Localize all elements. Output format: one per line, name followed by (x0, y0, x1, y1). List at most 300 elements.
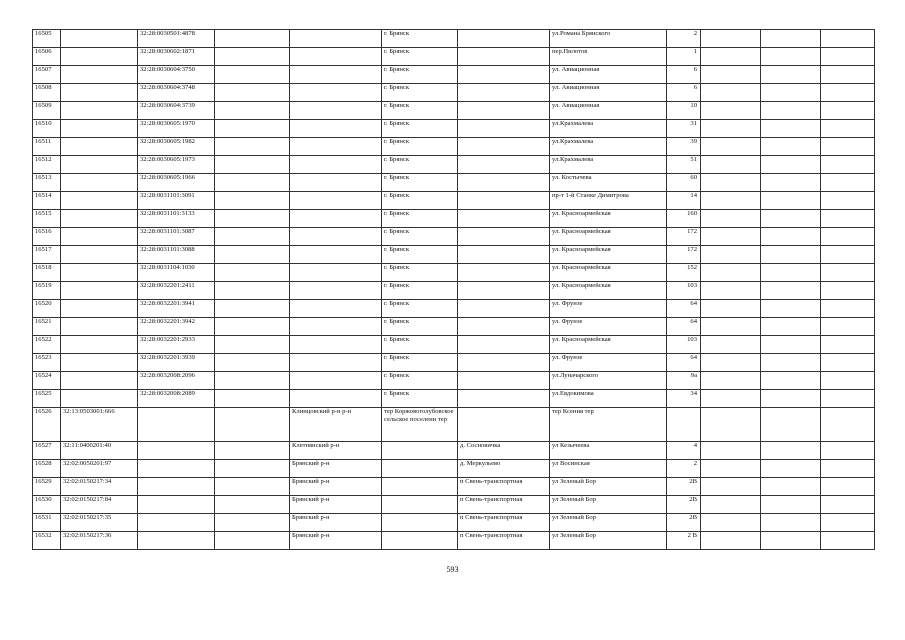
district-cell (290, 120, 382, 138)
house-number-cell: 2В (667, 496, 701, 514)
empty-cell (761, 30, 821, 48)
locality-cell (458, 138, 550, 156)
empty-cell (821, 496, 875, 514)
district-cell (290, 246, 382, 264)
district-cell (290, 102, 382, 120)
blank-cell (215, 318, 290, 336)
empty-cell (761, 228, 821, 246)
cadastral-number-a-cell (61, 120, 138, 138)
blank-cell (215, 120, 290, 138)
empty-cell (701, 496, 761, 514)
cadastral-number-a-cell (61, 30, 138, 48)
empty-cell (761, 282, 821, 300)
empty-cell (761, 354, 821, 372)
settlement-area-cell: г. Брянск (382, 30, 458, 48)
row-id-cell: 16509 (33, 102, 61, 120)
street-cell: ул. Красноармейская (550, 246, 667, 264)
locality-cell (458, 120, 550, 138)
district-cell (290, 354, 382, 372)
street-cell: ул. Фрунзе (550, 300, 667, 318)
locality-cell (458, 282, 550, 300)
house-number-cell: 6 (667, 66, 701, 84)
empty-cell (821, 354, 875, 372)
cadastral-number-a-cell (61, 102, 138, 120)
settlement-area-cell: г. Брянск (382, 210, 458, 228)
row-id-cell: 16508 (33, 84, 61, 102)
street-cell: ул Зеленый Бор (550, 514, 667, 532)
house-number-cell: 64 (667, 354, 701, 372)
district-cell (290, 372, 382, 390)
house-number-cell: 64 (667, 300, 701, 318)
street-cell: ул.Луначарского (550, 372, 667, 390)
registry-sheet (32, 29, 874, 550)
cadastral-number-a-cell: 32:02:0050201:97 (61, 460, 138, 478)
blank-cell (215, 390, 290, 408)
empty-cell (821, 210, 875, 228)
locality-cell (458, 156, 550, 174)
table-row (33, 460, 875, 478)
cadastral-number-b-cell: 32:28:0031101:3088 (138, 246, 215, 264)
cadastral-number-b-cell: 32:28:0030605:1970 (138, 120, 215, 138)
empty-cell (761, 390, 821, 408)
cadastral-number-a-cell (61, 66, 138, 84)
cadastral-number-b-cell: 32:28:0031101:3087 (138, 228, 215, 246)
settlement-area-cell: г. Брянск (382, 48, 458, 66)
cadastral-number-a-cell: 32:02:0150217:35 (61, 514, 138, 532)
blank-cell (215, 192, 290, 210)
empty-cell (761, 174, 821, 192)
empty-cell (761, 408, 821, 442)
street-cell: ул.Евдокимова (550, 390, 667, 408)
cadastral-number-a-cell (61, 192, 138, 210)
empty-cell (761, 246, 821, 264)
settlement-area-cell (382, 496, 458, 514)
house-number-cell: 6 (667, 84, 701, 102)
district-cell (290, 48, 382, 66)
house-number-cell: 64 (667, 318, 701, 336)
empty-cell (701, 264, 761, 282)
cadastral-number-b-cell: 32:28:0032201:3939 (138, 354, 215, 372)
settlement-area-cell: г. Брянск (382, 174, 458, 192)
empty-cell (821, 138, 875, 156)
street-cell: ул Кезычеева (550, 442, 667, 460)
cadastral-number-a-cell (61, 354, 138, 372)
table-row (33, 138, 875, 156)
settlement-area-cell: г. Брянск (382, 300, 458, 318)
settlement-area-cell (382, 478, 458, 496)
house-number-cell: 2 В (667, 532, 701, 550)
locality-cell (458, 408, 550, 442)
blank-cell (215, 408, 290, 442)
empty-cell (701, 102, 761, 120)
table-row (33, 408, 875, 442)
empty-cell (761, 120, 821, 138)
street-cell: ул Восинская (550, 460, 667, 478)
empty-cell (821, 318, 875, 336)
empty-cell (701, 390, 761, 408)
settlement-area-cell (382, 460, 458, 478)
empty-cell (821, 300, 875, 318)
row-id-cell: 16505 (33, 30, 61, 48)
empty-cell (821, 192, 875, 210)
locality-cell (458, 264, 550, 282)
empty-cell (761, 264, 821, 282)
district-cell (290, 300, 382, 318)
settlement-area-cell: г. Брянск (382, 354, 458, 372)
empty-cell (701, 246, 761, 264)
table-row (33, 174, 875, 192)
blank-cell (215, 30, 290, 48)
district-cell: Брянский р-н (290, 514, 382, 532)
empty-cell (701, 282, 761, 300)
table-row (33, 300, 875, 318)
table-row (33, 478, 875, 496)
empty-cell (701, 192, 761, 210)
locality-cell (458, 30, 550, 48)
cadastral-number-b-cell: 32:28:0032008:2089 (138, 390, 215, 408)
cadastral-number-b-cell: 32:28:0032201:2411 (138, 282, 215, 300)
street-cell: ул. Красноармейская (550, 228, 667, 246)
district-cell: Клетнянский р-н (290, 442, 382, 460)
district-cell (290, 264, 382, 282)
house-number-cell: 60 (667, 174, 701, 192)
street-cell: ул. Авиационная (550, 66, 667, 84)
blank-cell (215, 102, 290, 120)
table-row (33, 390, 875, 408)
cadastral-number-b-cell: 32:28:0031104:1030 (138, 264, 215, 282)
locality-cell (458, 318, 550, 336)
row-id-cell: 16511 (33, 138, 61, 156)
settlement-area-cell: г. Брянск (382, 138, 458, 156)
street-cell: ул. Фрунзе (550, 318, 667, 336)
locality-cell: п Свень-транспортная (458, 496, 550, 514)
locality-cell: п Свень-транспортная (458, 514, 550, 532)
empty-cell (701, 300, 761, 318)
empty-cell (821, 120, 875, 138)
empty-cell (821, 514, 875, 532)
empty-cell (821, 408, 875, 442)
empty-cell (761, 460, 821, 478)
empty-cell (701, 84, 761, 102)
house-number-cell: 103 (667, 282, 701, 300)
row-id-cell: 16522 (33, 336, 61, 354)
district-cell (290, 282, 382, 300)
street-cell: ул.Крахмалева (550, 120, 667, 138)
locality-cell (458, 66, 550, 84)
table-row (33, 102, 875, 120)
table-row (33, 336, 875, 354)
cadastral-number-b-cell: 32:28:0030605:1973 (138, 156, 215, 174)
cadastral-number-a-cell: 32:02:0150217:84 (61, 496, 138, 514)
district-cell: Брянский р-н (290, 532, 382, 550)
street-cell: ул. Фрунзе (550, 354, 667, 372)
cadastral-number-a-cell (61, 138, 138, 156)
row-id-cell: 16507 (33, 66, 61, 84)
empty-cell (701, 120, 761, 138)
blank-cell (215, 66, 290, 84)
empty-cell (701, 210, 761, 228)
cadastral-number-a-cell: 32:13:0503001:666 (61, 408, 138, 442)
table-row (33, 30, 875, 48)
street-cell: пр-т 1-й Станке Димитрова (550, 192, 667, 210)
cadastral-number-a-cell (61, 318, 138, 336)
cadastral-number-a-cell (61, 300, 138, 318)
house-number-cell: 160 (667, 210, 701, 228)
cadastral-number-b-cell (138, 408, 215, 442)
house-number-cell: 31 (667, 120, 701, 138)
district-cell (290, 138, 382, 156)
district-cell (290, 210, 382, 228)
blank-cell (215, 514, 290, 532)
row-id-cell: 16531 (33, 514, 61, 532)
blank-cell (215, 300, 290, 318)
locality-cell (458, 192, 550, 210)
empty-cell (761, 532, 821, 550)
empty-cell (701, 156, 761, 174)
settlement-area-cell: г. Брянск (382, 390, 458, 408)
table-row (33, 192, 875, 210)
house-number-cell: 34 (667, 390, 701, 408)
settlement-area-cell: г. Брянск (382, 372, 458, 390)
street-cell: ул.Крахмалева (550, 156, 667, 174)
empty-cell (761, 496, 821, 514)
row-id-cell: 16518 (33, 264, 61, 282)
house-number-cell: 51 (667, 156, 701, 174)
settlement-area-cell: г. Брянск (382, 336, 458, 354)
row-id-cell: 16510 (33, 120, 61, 138)
empty-cell (821, 478, 875, 496)
house-number-cell: 2В (667, 478, 701, 496)
settlement-area-cell: г. Брянск (382, 120, 458, 138)
house-number-cell: 1 (667, 48, 701, 66)
empty-cell (761, 372, 821, 390)
table-row (33, 84, 875, 102)
empty-cell (761, 318, 821, 336)
cadastral-number-b-cell: 32:28:0032008:2096 (138, 372, 215, 390)
registry-table (32, 29, 875, 550)
street-cell: ул. Красноармейская (550, 282, 667, 300)
district-cell: Клинцовский р-н р-н (290, 408, 382, 442)
empty-cell (701, 514, 761, 532)
cadastral-number-a-cell (61, 264, 138, 282)
cadastral-number-b-cell: 32:28:0031101:3133 (138, 210, 215, 228)
row-id-cell: 16517 (33, 246, 61, 264)
empty-cell (821, 282, 875, 300)
settlement-area-cell: г. Брянск (382, 264, 458, 282)
table-row (33, 246, 875, 264)
cadastral-number-a-cell (61, 210, 138, 228)
cadastral-number-a-cell (61, 84, 138, 102)
empty-cell (761, 192, 821, 210)
locality-cell (458, 300, 550, 318)
cadastral-number-b-cell: 32:28:0030605:1982 (138, 138, 215, 156)
house-number-cell: 4 (667, 442, 701, 460)
locality-cell (458, 210, 550, 228)
street-cell: ул Зеленый Бор (550, 532, 667, 550)
blank-cell (215, 156, 290, 174)
cadastral-number-b-cell: 32:28:0030501:4878 (138, 30, 215, 48)
settlement-area-cell (382, 532, 458, 550)
table-row (33, 318, 875, 336)
row-id-cell: 16523 (33, 354, 61, 372)
district-cell (290, 174, 382, 192)
empty-cell (761, 210, 821, 228)
blank-cell (215, 354, 290, 372)
settlement-area-cell: г. Брянск (382, 84, 458, 102)
blank-cell (215, 478, 290, 496)
empty-cell (761, 102, 821, 120)
street-cell: ул.Крахмалева (550, 138, 667, 156)
cadastral-number-b-cell (138, 478, 215, 496)
empty-cell (761, 138, 821, 156)
locality-cell (458, 336, 550, 354)
blank-cell (215, 282, 290, 300)
row-id-cell: 16530 (33, 496, 61, 514)
row-id-cell: 16532 (33, 532, 61, 550)
row-id-cell: 16527 (33, 442, 61, 460)
blank-cell (215, 228, 290, 246)
cadastral-number-b-cell: 32:28:0030604:3748 (138, 84, 215, 102)
district-cell (290, 66, 382, 84)
empty-cell (821, 246, 875, 264)
table-row (33, 120, 875, 138)
empty-cell (701, 408, 761, 442)
street-cell: ул Зеленый Бор (550, 478, 667, 496)
row-id-cell: 16525 (33, 390, 61, 408)
house-number-cell: 39 (667, 138, 701, 156)
table-row (33, 264, 875, 282)
house-number-cell: 152 (667, 264, 701, 282)
table-row (33, 496, 875, 514)
street-cell: пер.Пилотов (550, 48, 667, 66)
blank-cell (215, 84, 290, 102)
cadastral-number-b-cell (138, 460, 215, 478)
house-number-cell (667, 408, 701, 442)
cadastral-number-a-cell (61, 246, 138, 264)
cadastral-number-b-cell: 32:28:0032201:3941 (138, 300, 215, 318)
locality-cell (458, 174, 550, 192)
cadastral-number-a-cell (61, 174, 138, 192)
locality-cell (458, 48, 550, 66)
settlement-area-cell: тер Коржовоголубовское сельское поселени тер (382, 408, 458, 442)
blank-cell (215, 336, 290, 354)
empty-cell (701, 336, 761, 354)
empty-cell (701, 228, 761, 246)
district-cell (290, 336, 382, 354)
cadastral-number-a-cell (61, 228, 138, 246)
row-id-cell: 16514 (33, 192, 61, 210)
district-cell (290, 84, 382, 102)
settlement-area-cell: г. Брянск (382, 282, 458, 300)
empty-cell (701, 138, 761, 156)
table-row (33, 228, 875, 246)
blank-cell (215, 532, 290, 550)
cadastral-number-b-cell (138, 532, 215, 550)
locality-cell (458, 228, 550, 246)
street-cell: ул Зеленый Бор (550, 496, 667, 514)
settlement-area-cell (382, 514, 458, 532)
row-id-cell: 16516 (33, 228, 61, 246)
table-row (33, 532, 875, 550)
cadastral-number-b-cell: 32:28:0032201:3942 (138, 318, 215, 336)
empty-cell (701, 174, 761, 192)
cadastral-number-a-cell: 32:11:0400201:40 (61, 442, 138, 460)
empty-cell (701, 66, 761, 84)
street-cell: ул. Красноармейская (550, 210, 667, 228)
empty-cell (761, 300, 821, 318)
locality-cell (458, 84, 550, 102)
empty-cell (701, 532, 761, 550)
locality-cell (458, 354, 550, 372)
cadastral-number-b-cell: 32:28:0030604:3750 (138, 66, 215, 84)
empty-cell (821, 532, 875, 550)
settlement-area-cell: г. Брянск (382, 246, 458, 264)
empty-cell (821, 390, 875, 408)
district-cell (290, 228, 382, 246)
empty-cell (761, 66, 821, 84)
cadastral-number-a-cell (61, 336, 138, 354)
table-row (33, 514, 875, 532)
cadastral-number-a-cell: 32:02:0150217:36 (61, 532, 138, 550)
cadastral-number-b-cell (138, 496, 215, 514)
empty-cell (821, 102, 875, 120)
blank-cell (215, 246, 290, 264)
settlement-area-cell: г. Брянск (382, 318, 458, 336)
table-row (33, 354, 875, 372)
cadastral-number-a-cell (61, 156, 138, 174)
blank-cell (215, 138, 290, 156)
cadastral-number-a-cell (61, 372, 138, 390)
cadastral-number-a-cell (61, 282, 138, 300)
empty-cell (701, 460, 761, 478)
house-number-cell: 9а (667, 372, 701, 390)
cadastral-number-b-cell (138, 514, 215, 532)
district-cell: Брянский р-н (290, 496, 382, 514)
street-cell: ул.Романа Брянского (550, 30, 667, 48)
district-cell: Брянский р-н (290, 460, 382, 478)
row-id-cell: 16506 (33, 48, 61, 66)
blank-cell (215, 264, 290, 282)
cadastral-number-b-cell: 32:28:0030604:3739 (138, 102, 215, 120)
blank-cell (215, 210, 290, 228)
house-number-cell: 2В (667, 514, 701, 532)
registry-table-body (33, 30, 875, 550)
table-row (33, 442, 875, 460)
cadastral-number-b-cell: 32:28:0032201:2933 (138, 336, 215, 354)
empty-cell (821, 336, 875, 354)
house-number-cell: 172 (667, 228, 701, 246)
locality-cell (458, 102, 550, 120)
locality-cell: д. Сосновичка (458, 442, 550, 460)
row-id-cell: 16528 (33, 460, 61, 478)
empty-cell (761, 48, 821, 66)
empty-cell (761, 442, 821, 460)
blank-cell (215, 372, 290, 390)
empty-cell (701, 318, 761, 336)
table-row (33, 66, 875, 84)
row-id-cell: 16521 (33, 318, 61, 336)
house-number-cell: 10 (667, 102, 701, 120)
row-id-cell: 16529 (33, 478, 61, 496)
house-number-cell: 172 (667, 246, 701, 264)
blank-cell (215, 174, 290, 192)
empty-cell (821, 460, 875, 478)
empty-cell (761, 156, 821, 174)
empty-cell (701, 48, 761, 66)
street-cell: ул. Красноармейская (550, 336, 667, 354)
locality-cell (458, 372, 550, 390)
locality-cell (458, 390, 550, 408)
